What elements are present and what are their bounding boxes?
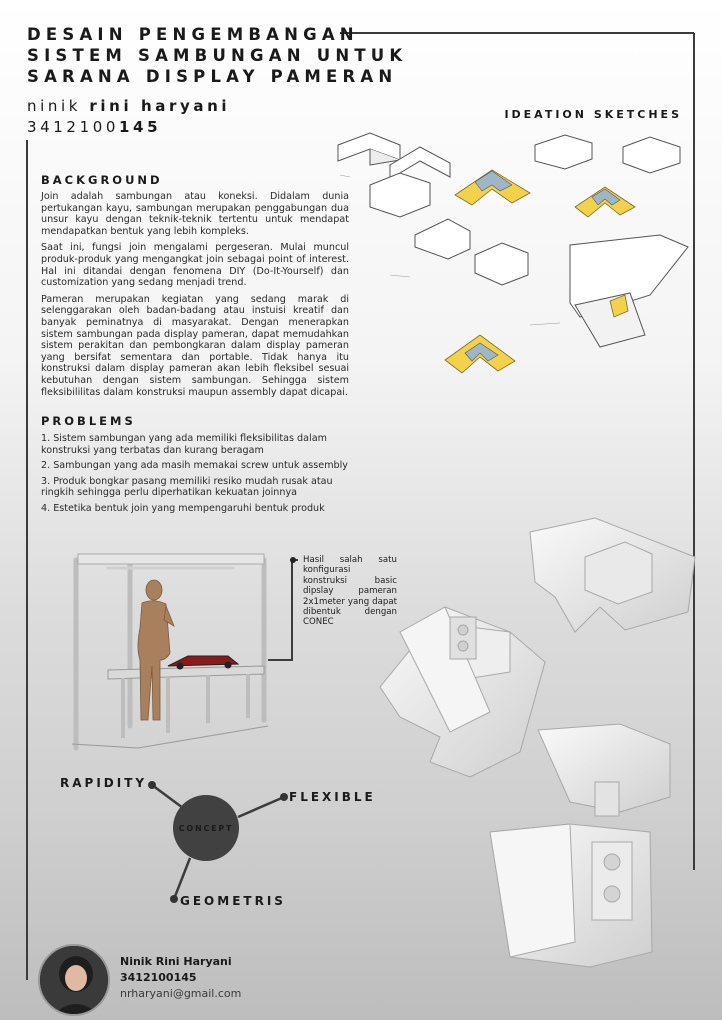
title-line-2: SISTEM SAMBUNGAN UNTUK [27, 46, 408, 65]
background-paragraph-3: Pameran merupakan kegiatan yang sedang marak di selenggarakan oleh badan-badang atau instuisi kreatif dan banyak peminatnya di masyarakat. Dengan menerapkan sistem sambungan pada display pameran, dapat memudahkan sistem perakitan dan pembongkaran dalam display pameran yang bersifat sementara dan portable. Tidak hanya itu konstruksi dalam display pameran akan lebih fleksibel sesuai kebutuhan dengan sistem sambungan. Sehingga sistem fleksibililitas dalam konstruksi maupun assembly dapat dicapai. [41, 293, 349, 398]
concept-center-label: CONCEPT [178, 823, 234, 833]
author-name-light: ninik [27, 97, 82, 115]
geometris-dot [170, 895, 178, 903]
problems-heading: PROBLEMS [41, 414, 136, 428]
title-line-1: DESAIN PENGEMBANGAN [27, 25, 359, 44]
flexible-dot [280, 793, 288, 801]
ideation-sketches [330, 125, 695, 410]
background-paragraph-1: Join adalah sambungan atau koneksi. Didalam dunia pertukangan kayu, sambungan merupakan penggabungan dua unsur kayu dengan teknik-teknik tertentu untuk mendapat mendapatkan bentuk yang lebih kompleks. [41, 191, 349, 237]
problem-item-2: 2. Sambungan yang ada masih memakai screw untuk assembly [41, 460, 348, 472]
avatar [38, 944, 110, 1016]
concept-flexible: FLEXIBLE [289, 790, 376, 804]
flexible-connector [238, 797, 284, 817]
concept-rapidity: RAPIDITY [60, 776, 148, 790]
callout-connector [268, 560, 298, 660]
problems-section [41, 414, 351, 519]
callout-dot [290, 557, 296, 563]
problems-list [41, 433, 351, 515]
author-nrp [27, 118, 161, 136]
page-title [27, 24, 407, 87]
sketch-piece-2 [370, 173, 430, 217]
author-nrp-bold: 145 [119, 118, 162, 136]
sketch-piece-3 [415, 219, 470, 259]
joint-renders [370, 512, 700, 982]
concept-geometris: GEOMETRIS [180, 894, 286, 908]
contact-nrp: 3412100145 [120, 971, 197, 984]
problem-item-3: 3. Produk bongkar pasang memiliki resiko mudah rusak atau ringkih sehingga perlu diperhatikan kekuatan joinnya [41, 475, 333, 499]
booth-render [68, 548, 272, 756]
author-nrp-light: 3412100 [27, 118, 120, 136]
background-section [41, 173, 349, 403]
rapidity-dot [148, 781, 156, 789]
geometris-connector [174, 858, 190, 899]
rapidity-connector [152, 785, 183, 808]
background-paragraph-2: Saat ini, fungsi join mengalami pergeseran. Mulai muncul produk-produk yang mengangkat join sebagai point of interest. Hal ini ditandai dengan fenomena DIY (Do-It-Yourself) dan customization yang sedang menjadi trend. [41, 242, 349, 289]
author-name-bold: rini haryani [89, 97, 231, 115]
booth-glass-roof [78, 554, 264, 564]
problem-item-1: 1. Sistem sambungan yang ada memiliki fleksibilitas dalam konstruksi yang terbatas dan kurang beragam [41, 433, 327, 456]
contact-name: Ninik Rini Haryani [120, 955, 232, 968]
ideation-sketches-label: IDEATION SKETCHES [504, 108, 682, 121]
problem-item-4: 4. Estetika bentuk join yang mempengaruhi bentuk produk [41, 502, 325, 514]
title-line-3: SARANA DISPLAY PAMERAN [27, 67, 398, 86]
concept-circle [173, 795, 239, 861]
callout-text: Hasil salah satu konfigurasi konstruksi basic dipslay pameran 2x1meter yang dapat dibentuk dengan CONEC [303, 555, 397, 628]
author-name [27, 97, 230, 115]
background-heading: BACKGROUND [41, 173, 163, 187]
contact-email[interactable]: nrharyani@gmail.com [120, 987, 242, 1000]
sketch-yellow-3 [445, 335, 515, 373]
